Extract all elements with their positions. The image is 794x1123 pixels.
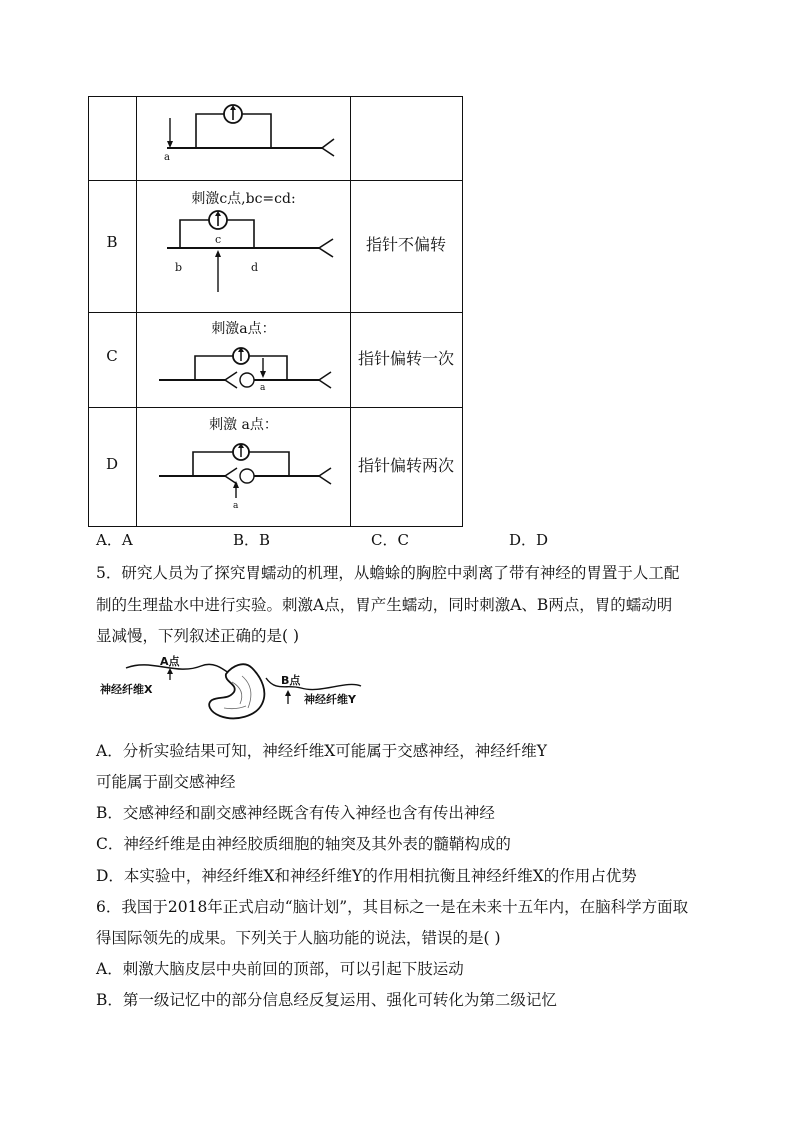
stomach-nerve-figure — [96, 652, 386, 727]
table-border — [462, 96, 463, 527]
q5-option-d: D．本实验中，神经纤维X和神经纤维Y的作用相抗衡且神经纤维X的作用占优势 — [96, 867, 637, 885]
row-d-caption: 刺激 a点： — [209, 417, 278, 433]
q5-option-a-continued: 可能属于副交感神经 — [96, 773, 236, 791]
option-a: A．A — [96, 531, 133, 549]
row-a-nerve-diagram — [137, 96, 350, 180]
row-c-nerve-diagram — [137, 336, 350, 407]
q5-option-c: C．神经纤维是由神经胶质细胞的轴突及其外表的髓鞘构成的 — [96, 835, 511, 853]
mark-d: d — [251, 261, 259, 274]
row-b-result: 指针不偏转 — [365, 235, 446, 254]
row-d-nerve-diagram — [137, 433, 350, 526]
option-c: C．C — [371, 531, 409, 549]
q6-option-b: B．第一级记忆中的部分信息经反复运用、强化可转化为第二级记忆 — [96, 991, 557, 1009]
label-b-point: B点 — [281, 674, 301, 687]
row-label-b: B — [106, 233, 118, 251]
q6-stem-line-2: 得国际领先的成果。下列关于人脑功能的说法，错误的是( ) — [96, 929, 501, 947]
q5-stem-line-3: 显减慢，下列叙述正确的是( ) — [96, 627, 300, 645]
row-b-caption: 刺激c点,bc=cd: — [191, 191, 296, 207]
table-border — [88, 180, 463, 181]
table-border — [88, 526, 463, 527]
row-b-nerve-diagram — [137, 206, 350, 312]
label-a-point: A点 — [160, 655, 180, 668]
q6-stem-line-1: 6．我国于2018年正式启动“脑计划”，其目标之一是在未来十五年内，在脑科学方面取 — [96, 898, 689, 916]
table-border — [88, 312, 463, 313]
table-border — [88, 407, 463, 408]
mark-a: a — [260, 383, 266, 393]
q5-option-a: A．分析实验结果可知，神经纤维X可能属于交感神经，神经纤维Y — [96, 742, 547, 760]
label-fiber-x: 神经纤维X — [100, 683, 153, 696]
q6-option-a: A．刺激大脑皮层中央前回的顶部，可以引起下肢运动 — [96, 960, 464, 978]
row-d-result: 指针偏转两次 — [357, 456, 454, 475]
option-b: B．B — [233, 531, 271, 549]
label-fiber-y: 神经纤维Y — [304, 693, 356, 706]
row-label-d: D — [105, 455, 119, 473]
experiment-table — [88, 96, 463, 527]
row-label-c: C — [106, 347, 118, 365]
q5-stem-line-2: 制的生理盐水中进行实验。刺激A点，胃产生蠕动，同时刺激A、B两点，胃的蠕动明 — [96, 596, 673, 614]
row-c-caption: 刺激a点： — [211, 321, 276, 337]
mark-a: a — [164, 152, 170, 163]
option-d: D．D — [509, 531, 549, 549]
q5-stem-line-1: 5．研究人员为了探究胃蠕动的机理，从蟾蜍的胸腔中剥离了带有神经的胃置于人工配 — [96, 564, 680, 582]
q5-option-b: B．交感神经和副交感神经既含有传入神经也含有传出神经 — [96, 804, 495, 822]
row-c-result: 指针偏转一次 — [357, 349, 454, 368]
mark-c: c — [215, 233, 222, 246]
mark-a: a — [233, 501, 239, 511]
mark-b: b — [175, 261, 183, 274]
